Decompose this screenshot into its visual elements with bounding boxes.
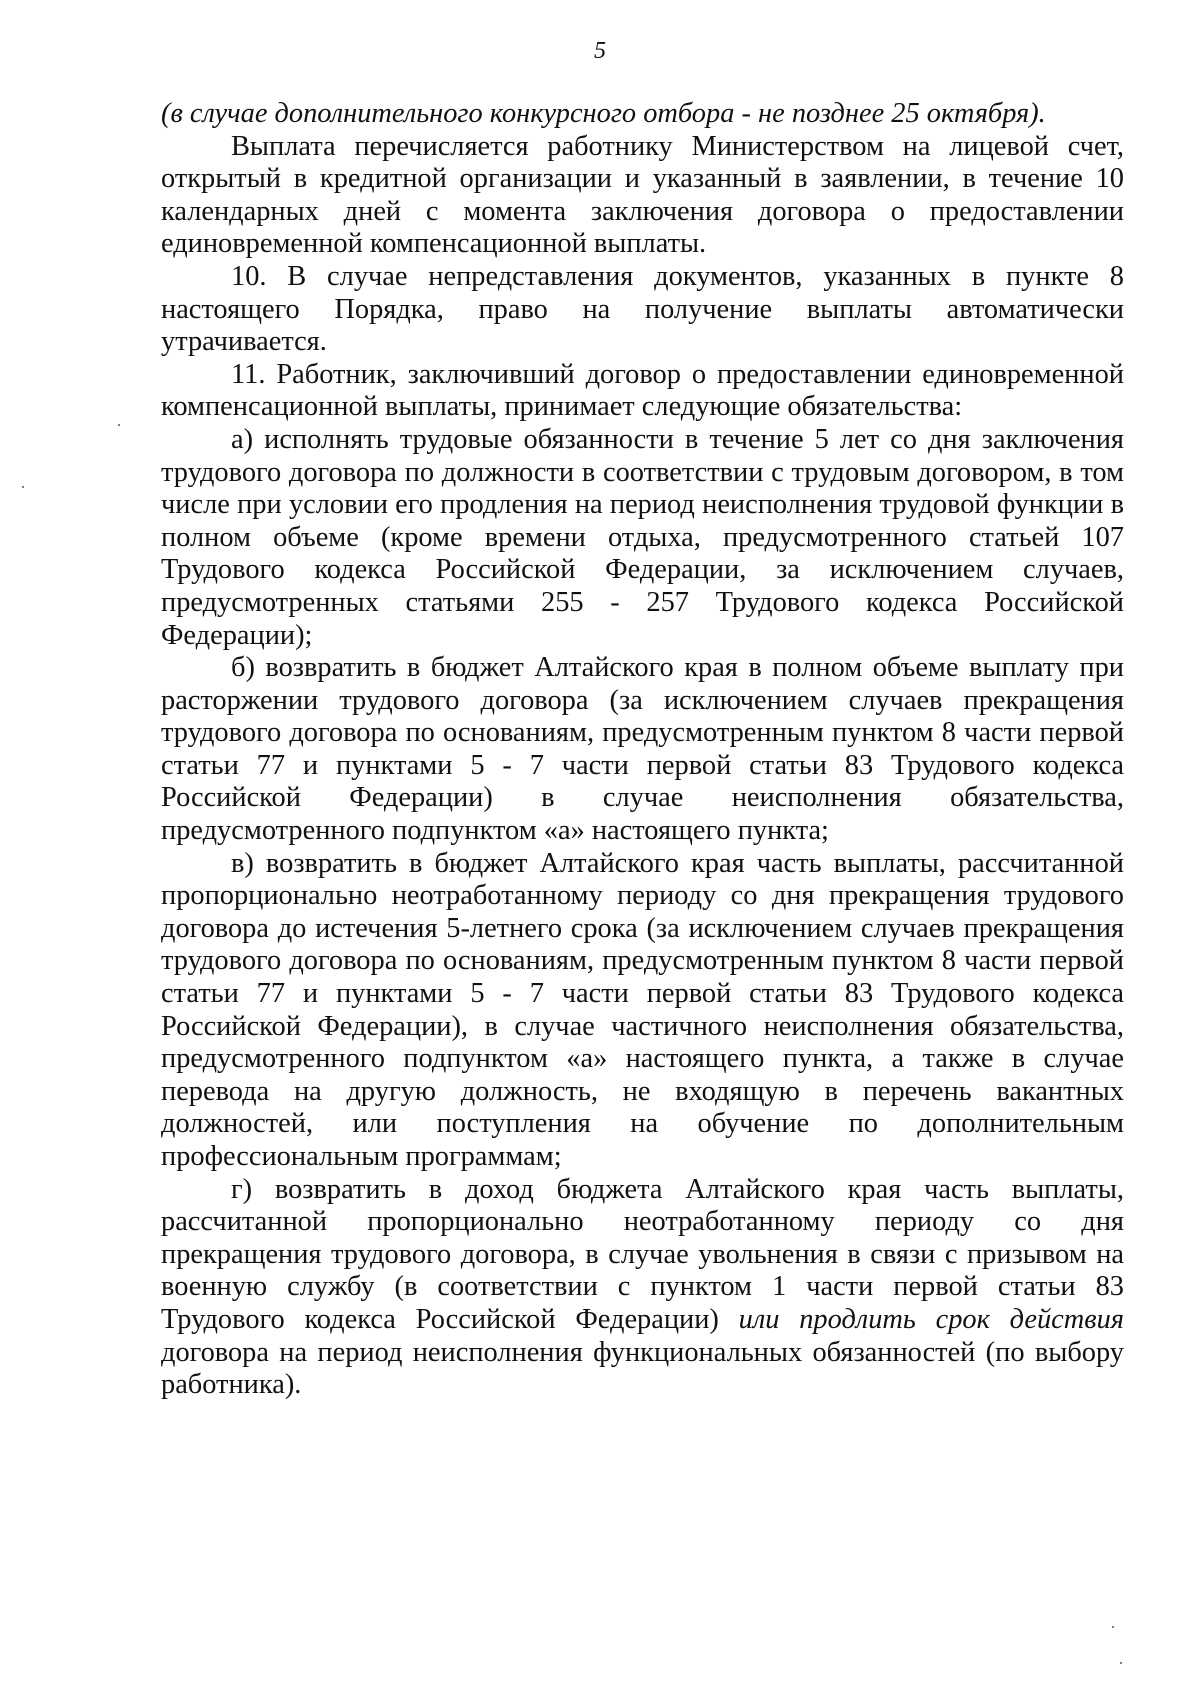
subitem-g-italic-text: или продлить срок действия	[718, 1303, 1124, 1335]
page-number: 5	[594, 38, 606, 64]
paragraph-item-11: 11. Работник, заключивший договор о предоставлении единовременной компенсационной выплаты, принимает следующие обязательства:	[161, 358, 1124, 423]
subitem-g-main-text: г) возвратить в доход бюджета Алтайского края часть выплаты, рассчитанной пропорционально неотработанному периоду со дня прекращения трудового договора, в случае увольнения в связи с призывом на военную службу (в соответствии с пунктом 1 части первой статьи 83 Трудового кодекса Российской Федерации)	[161, 1173, 1124, 1335]
paragraph-payment-transfer: Выплата перечисляется работнику Министерством на лицевой счет, открытый в кредитной организации и указанный в заявлении, в течение 10 календарных дней с момента заключения договора о предоставлении единовременной компенсационной выплаты.	[161, 130, 1124, 260]
subitem-g-ending-text: договора на период неисполнения функциональных обязанностей (по выбору работника).	[161, 1336, 1124, 1401]
scan-speck	[118, 424, 120, 426]
document-body	[161, 98, 1124, 1402]
scan-speck	[1112, 1626, 1114, 1628]
paragraph-subitem-a: а) исполнять трудовые обязанности в течение 5 лет со дня заключения трудового договора по должности в соответствии с трудовым договором, в том числе при условии его продления на период неисполнения трудовой функции в полном объеме (кроме времени отдыха, предусмотренного статьей 107 Трудового кодекса Российской Федерации, за исключением случаев, предусмотренных статьями 255 - 257 Трудового кодекса Российской Федерации);	[161, 423, 1124, 651]
scan-speck	[22, 486, 24, 488]
paragraph-item-10: 10. В случае непредставления документов, указанных в пункте 8 настоящего Порядка, право на получение выплаты автоматически утрачивается.	[161, 260, 1124, 358]
paragraph-subitem-b: б) возвратить в бюджет Алтайского края в полном объеме выплату при расторжении трудового договора (за исключением случаев прекращения трудового договора по основаниям, предусмотренным пунктом 8 части первой статьи 77 и пунктами 5 - 7 части первой статьи 83 Трудового кодекса Российской Федерации) в случае неисполнения обязательства, предусмотренного подпунктом «а» настоящего пункта;	[161, 652, 1124, 847]
paragraph-subitem-g	[161, 1174, 1124, 1402]
scan-speck	[1120, 1662, 1122, 1664]
paragraph-subitem-v: в) возвратить в бюджет Алтайского края часть выплаты, рассчитанной пропорционально неотработанному периоду со дня прекращения трудового договора до истечения 5-летнего срока (за исключением случаев прекращения трудового договора по основаниям, предусмотренным пунктом 8 части первой статьи 77 и пунктами 5 - 7 части первой статьи 83 Трудового кодекса Российской Федерации), в случае частичного неисполнения обязательства, предусмотренного подпунктом «а» настоящего пункта, а также в случае перевода на другую должность, не входящую в перечень вакантных должностей, или поступления на обучение по дополнительным профессиональным программам;	[161, 847, 1124, 1172]
paragraph-deadline-note: (в случае дополнительного конкурсного отбора - не позднее 25 октября).	[161, 98, 1046, 129]
